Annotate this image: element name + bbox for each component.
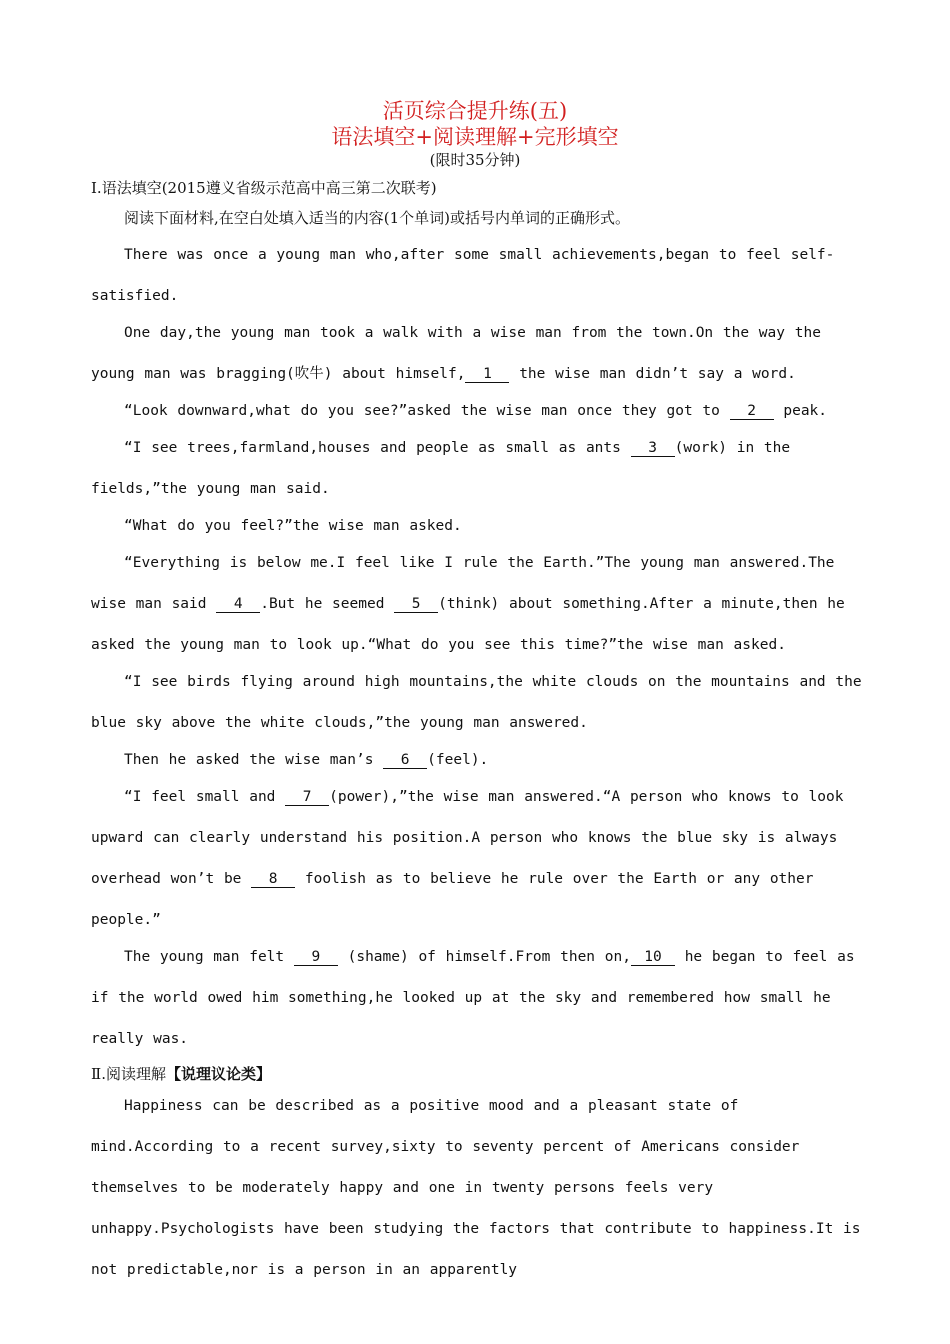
fill-blank-4[interactable]: 4 <box>216 596 260 613</box>
section2-heading-prefix: Ⅱ.阅读理解 <box>91 1065 166 1083</box>
passage-text: (work) in the fields,”the young man said. <box>91 440 791 497</box>
section1-heading: Ⅰ.语法填空(2015遵义省级示范高中高三第二次联考) <box>91 179 437 197</box>
fill-blank-5[interactable]: 5 <box>394 596 438 613</box>
passage-paragraph <box>91 543 866 666</box>
passage-text: “I see trees,farmland,houses and people as small as ants <box>124 440 631 456</box>
passage-text: The young man felt <box>124 949 294 965</box>
passage-paragraph <box>91 313 866 395</box>
time-limit: (限时35分钟) <box>429 151 521 169</box>
passage-text: “I see birds flying around high mountains,the white clouds on the mountains and the blue sky above the white clouds,”the young man answered. <box>91 674 862 731</box>
fill-blank-8[interactable]: 8 <box>251 871 295 888</box>
passage-paragraph <box>91 937 866 1060</box>
passage-text: “Look downward,what do you see?”asked the wise man once they got to <box>124 403 730 419</box>
fill-blank-6[interactable]: 6 <box>383 752 427 769</box>
passage-text: One day,the young man took a walk with a wise man from the town.On the way the young man was bragging(吹牛) about himself, <box>91 325 821 382</box>
passage-text: peak. <box>773 403 828 419</box>
section2-paragraph: Happiness can be described as a positive mood and a pleasant state of mind.According to a recent survey,sixty to seventy percent of Americans consider themselves to be moderately happy and one in twenty persons feels very unhappy.Psychologists have been studying the factors that contribute to happiness.It is not predictable,nor is a person in an apparently <box>91 1098 861 1278</box>
passage-text: (power),”the wise man answered.“A person who knows to look upward can clearly understand his position.A person who knows the blue sky is always overhead won’t be <box>91 789 844 887</box>
passage-paragraph <box>91 740 866 781</box>
worksheet-title: 活页综合提升练(五) <box>382 99 568 123</box>
passage-paragraph <box>91 428 866 510</box>
section2-category-tag: 【说理议论类】 <box>165 1065 271 1083</box>
passage-text: he began to feel as if the world owed him something,he looked up at the sky and remembered how small he really was. <box>91 949 855 1047</box>
passage-text: (feel). <box>427 752 489 768</box>
passage-text: Then he asked the wise man’s <box>124 752 384 768</box>
title-block <box>0 98 950 170</box>
passage-text: (shame) of himself.From then on, <box>337 949 631 965</box>
passage-text: “I feel small and <box>124 789 286 805</box>
passage-text: foolish as to believe he rule over the Earth or any other people.” <box>91 871 814 928</box>
fill-blank-7[interactable]: 7 <box>285 789 329 806</box>
passage-paragraph <box>91 777 866 941</box>
section1-instruction: 阅读下面材料,在空白处填入适当的内容(1个单词)或括号内单词的正确形式。 <box>124 209 631 227</box>
passage-text: (think) about something.After a minute,then he asked the young man to look up.“What do you see this time?”the wise man asked. <box>91 596 845 653</box>
worksheet-body <box>91 176 866 1291</box>
passage-text: the wise man didn’t say a word. <box>509 366 796 382</box>
worksheet-subtitle: 语法填空+阅读理解+完形填空 <box>331 125 619 149</box>
passage-paragraph <box>91 391 866 432</box>
fill-blank-10[interactable]: 10 <box>631 949 675 966</box>
passage-text: “Everything is below me.I feel like I rule the Earth.”The young man answered.The wise man said <box>91 555 835 612</box>
fill-blank-1[interactable]: 1 <box>465 366 509 383</box>
passage-text: There was once a young man who,after some small achievements,began to feel self-satisfied. <box>91 247 835 304</box>
passage-paragraph <box>91 506 866 547</box>
section2-heading <box>91 1062 866 1086</box>
section1-passage <box>91 235 866 1060</box>
passage-text: .But he seemed <box>260 596 395 612</box>
fill-blank-9[interactable]: 9 <box>294 949 338 966</box>
fill-blank-2[interactable]: 2 <box>730 403 774 420</box>
passage-paragraph <box>91 235 866 317</box>
fill-blank-3[interactable]: 3 <box>631 440 675 457</box>
passage-paragraph <box>91 662 866 744</box>
passage-text: “What do you feel?”the wise man asked. <box>124 518 462 534</box>
